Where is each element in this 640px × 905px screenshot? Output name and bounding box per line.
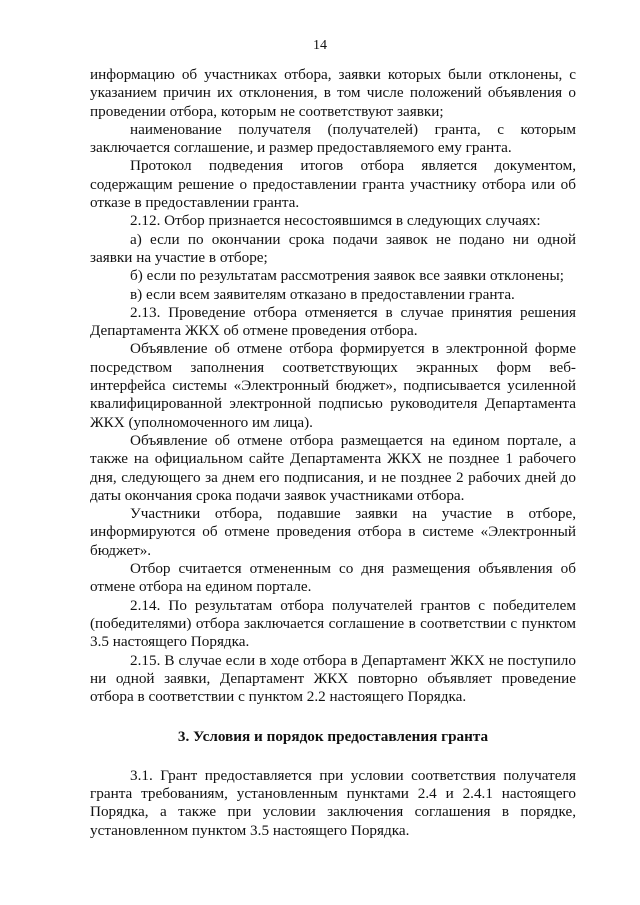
paragraph: Отбор считается отмененным со дня размещения объявления об отмене отбора на едином портале.	[90, 560, 576, 596]
paragraph: Протокол подведения итогов отбора является документом, содержащим решение о предоставлении гранта участнику отбора или об отказе в предоставлении гранта.	[90, 157, 576, 212]
page-number: 14	[313, 38, 327, 53]
paragraph: информацию об участниках отбора, заявки которых были отклонены, с указанием причин их отклонения, в том числе положений объявления о проведении отбора, которым не соответствуют заявки;	[90, 66, 576, 120]
section-heading: 3. Условия и порядок предоставления гранта	[177, 728, 489, 746]
paragraph: 2.14. По результатам отбора получателей грантов с победителем (победителями) отбора заключается соглашение в соответствии с пунктом 3.5 настоящего Порядка.	[90, 596, 576, 651]
paragraph: Объявление об отмене отбора формируется в электронной форме посредством заполнения соответствующих экранных форм веб-интерфейса системы «Электронный бюджет», подписывается усиленной квалифицированной электронной подписью руководителя Департамента ЖКХ (уполномоченного им лица).	[90, 340, 576, 431]
document-body	[90, 66, 576, 840]
paragraph: наименование получателя (получателей) гранта, с которым заключается соглашение, и размер предоставляемого ему гранта.	[90, 120, 576, 157]
paragraph: б) если по результатам рассмотрения заявок все заявки отклонены;	[130, 267, 564, 285]
paragraph: 2.13. Проведение отбора отменяется в случае принятия решения Департамента ЖКХ об отмене проведения отбора.	[90, 303, 576, 340]
paragraph: 2.15. В случае если в ходе отбора в Департамент ЖКХ не поступило ни одной заявки, Департамент ЖКХ повторно объявляет проведение отбора в соответствии с пунктом 2.2 настоящего Порядка.	[90, 651, 576, 706]
paragraph: Участники отбора, подавшие заявки на участие в отборе, информируются об отмене проведения отбора в системе «Электронный бюджет».	[90, 505, 576, 559]
paragraph: а) если по окончании срока подачи заявок не подано ни одной заявки на участие в отборе;	[90, 230, 576, 266]
paragraph: 3.1. Грант предоставляется при условии соответствия получателя гранта требованиям, установленным пунктами 2.4 и 2.4.1 настоящего Порядка, а также при условии заключения соглашения в порядке, установленном пунктом 3.5 настоящего Порядка.	[90, 766, 576, 839]
paragraph: в) если всем заявителям отказано в предоставлении гранта.	[130, 285, 515, 303]
paragraph: 2.12. Отбор признается несостоявшимся в следующих случаях:	[130, 212, 541, 230]
paragraph: Объявление об отмене отбора размещается на едином портале, а также на официальном сайте Департамента ЖКХ не позднее 1 рабочего дня, следующего за днем его подписания, и не позднее 2 рабочих дней до даты окончания срока подачи заявок участниками отбора.	[90, 431, 576, 504]
